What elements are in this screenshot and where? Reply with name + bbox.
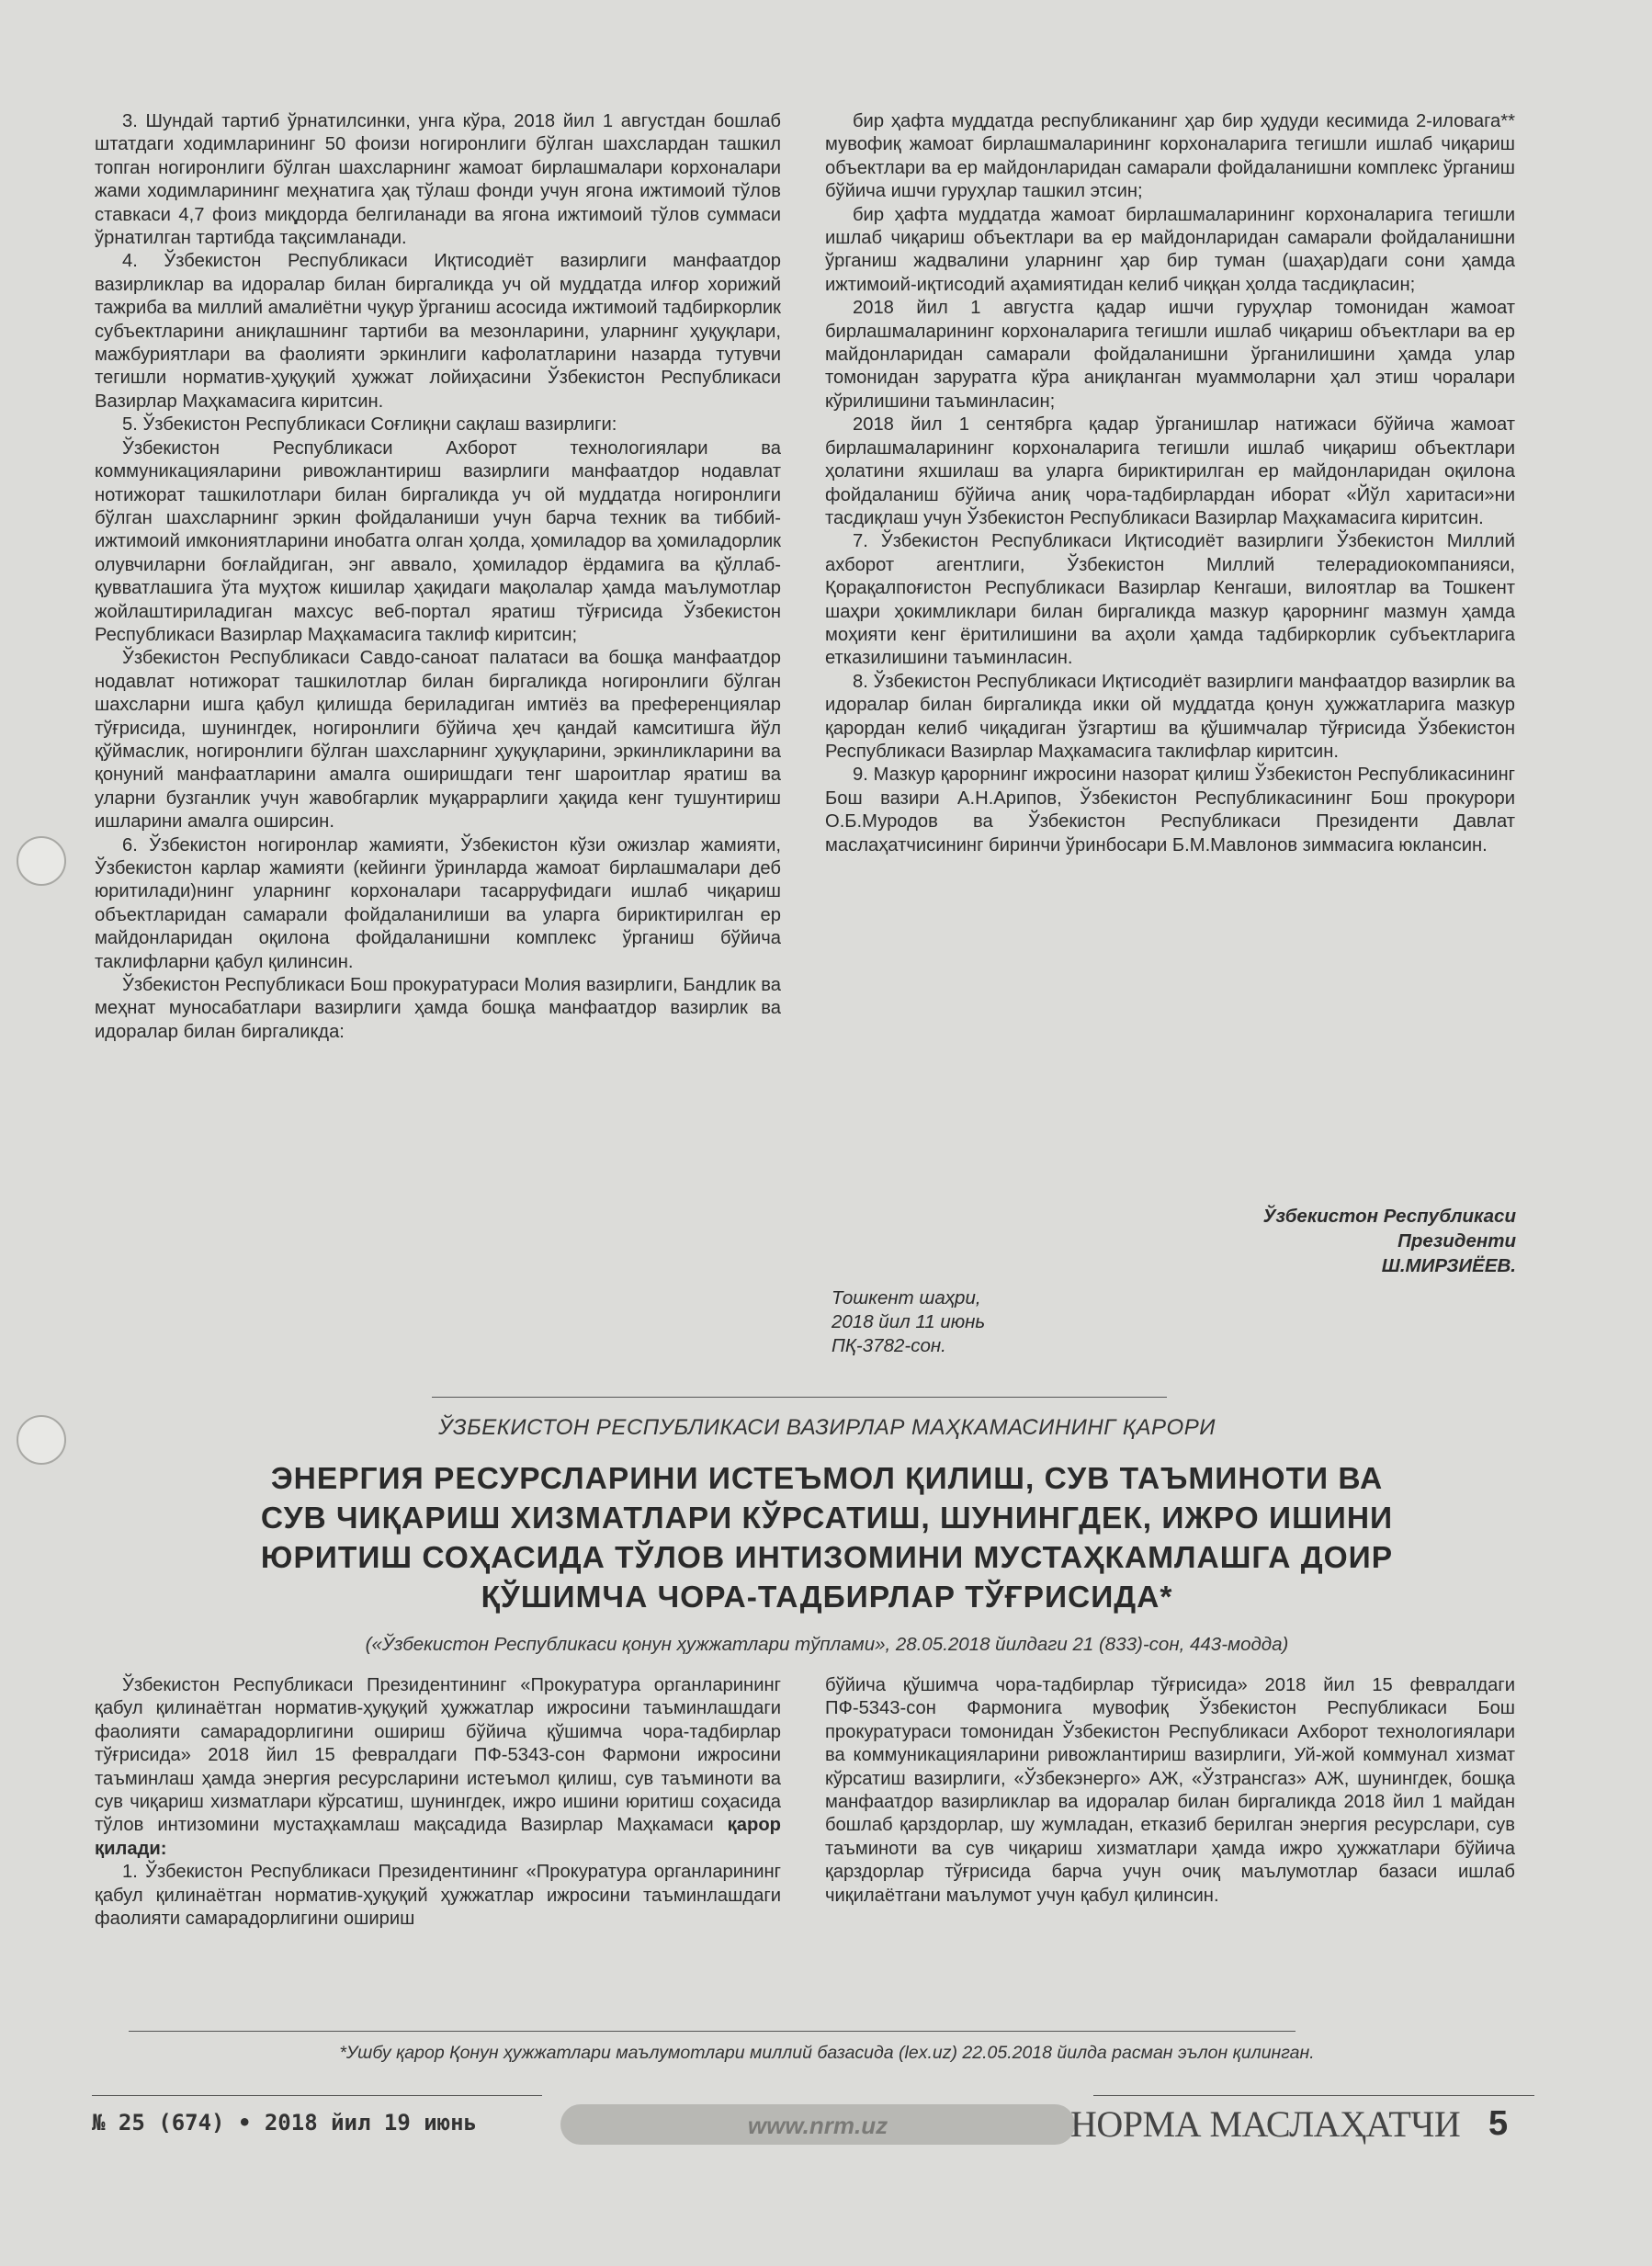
paragraph: 1. Ўзбекистон Республикаси Президентининг «Прокуратура органларининг қабул қилинаётган норматив-ҳуқуқий ҳужжатлар ижросини таъминлашдаги фаолияти самарадорлигини ошириш xyxy=(95,1862,781,1930)
signature-block xyxy=(1139,1204,1516,1278)
resolution-kicker: ЎЗБЕКИСТОН РЕСПУБЛИКАСИ ВАЗИРЛАР МАҲКАМАСИНИНГ ҚАРОРИ xyxy=(438,1415,1216,1440)
paragraph: Ўзбекистон Республикаси Бош прокуратураси Молия вазирлиги, Бандлик ва меҳнат муносабатлари вазирлиги ҳамда бошқа манфаатдор вазирлик ва идоралар билан биргаликда: xyxy=(95,975,781,1042)
paragraph xyxy=(95,1674,781,1861)
paragraph: 4. Ўзбекистон Республикаси Иқтисодиёт вазирлиги манфаатдор вазирликлар ва идоралар билан биргаликда уч ой муддатда илғор хорижий тажриба ва миллий амалиётни чуқур ўрганиш асосида ижтимоий тадбиркорлик субъектларини аниқлашнинг тартиби ва мезонларини, уларнинг ҳуқуқлари, мажбуриятлари ва фаолияти эркинлиги кафолатларини назарда тутувчи тегишли норматив-ҳуқуқий ҳужжат лойиҳасини Ўзбекистон Республикаси Вазирлар Маҳкамасига киритсин. xyxy=(95,251,781,412)
paragraph: Ўзбекистон Республикаси Ахборот технологиялари ва коммуникацияларини ривожлантириш вазирлиги манфаатдор нодавлат нотижорат ташкилотлари билан биргаликда уч ой муддатда ногиронлиги бўлган шахсларнинг эркин фойдаланиши учун барча техник ва тиббий-ижтимоий имкониятларини инобатга олган ҳолда, ҳомиладор ва ҳомиладорлик олувчиларни боғлайдиган, энг аввало, ҳомиладор ёрдамига ва қўллаб-қувватлашига ўта муҳтож кишилар ҳақидаги мақолалар ҳамда маълумотлар жойлаштириладиган махсус веб-портал яратиш тўғрисида Ўзбекистон Республикаси Вазирлар Маҳкамасига таклиф киритсин; xyxy=(95,437,781,645)
paragraph: 6. Ўзбекистон ногиронлар жамияти, Ўзбекистон кўзи ожизлар жамияти, Ўзбекистон карлар жамияти (кейинги ўринларда жамоат бирлашмалари деб юритилади)нинг уларнинг корхоналари тасарруфидаги ишлаб чиқариш объектларидан самарали фойдаланилиши ва уларга бириктирилган ер майдонларидан оқилона фойдаланишни комплекс ўрганиш бўйича таклифларни қабул қилинсин. xyxy=(95,834,781,972)
paragraph: 5. Ўзбекистон Республикаси Соғлиқни сақлаш вазирлиги: xyxy=(122,414,617,436)
intro-text: Ўзбекистон Республикаси Президентининг «Прокуратура органларининг қабул қилинаётган норматив-ҳуқуқий ҳужжатлар ижросини таъминлашдаги фаолияти самарадорлигини ошириш бўйича қўшимча чора-тадбирлар тўғрисида» 2018 йил 15 февралдаги ПФ-5343-сон Фармони ижросини таъминлаш ҳамда энергия ресурсларини истеъмол қилиш, сув таъминоти ва сув чиқариш хизматлари кўрсатиш, шунингдек, ижро ишини юритиш соҳасида тўлов интизомини мустаҳкамлаш мақсадида Вазирлар Маҳкамаси xyxy=(95,1675,781,1836)
page-number: 5 xyxy=(1488,2104,1509,2143)
text-column-top-left xyxy=(95,110,781,1044)
paragraph: бир ҳафта муддатда республиканинг ҳар бир ҳудуди кесимида 2-иловага** мувофиқ жамоат бирлашмаларининг корхоналарига тегишли ишлаб чиқариш объектлари ва ер майдонларидан самарали фойдаланишни комплекс ўрганиш бўйича ишчи гуруҳлар ташкил этсин; xyxy=(825,111,1515,202)
paragraph: 2018 йил 1 августга қадар ишчи гуруҳлар томонидан жамоат бирлашмаларининг корхоналарига тегишли ишлаб чиқариш объектлари ва ер майдонларидан самарали фойдаланишни ўрганилишини ҳамда улар томонидан заруратга кўра аниқланган муаммоларни ҳал этиш чоралари кўрилишини таъминласин; xyxy=(825,298,1515,412)
paragraph: 8. Ўзбекистон Республикаси Иқтисодиёт вазирлиги манфаатдор вазирлик ва идоралар билан биргаликда икки ой муддатда қонун ҳужжатларига мазкур қарордан келиб чиқадиган ўзгартиш ва қўшимчалар тўғрисида Ўзбекистон Республикаси Вазирлар Маҳкамасига таклифлар киритсин. xyxy=(825,671,1515,762)
paragraph: Ўзбекистон Республикаси Савдо-саноат палатаси ва бошқа манфаатдор нодавлат нотижорат ташкилотлар билан биргаликда ногиронлиги бўлган шахсларни ишга қабул қилишда бериладиган имтиёз ва преференциялар тўғрисида, шунингдек, ногиронлиги бўйича ҳеч қандай камситишга йўл қўймаслик, ногиронлиги бўлган шахсларнинг ҳуқуқларини, эркинликларини ва қонуний манфаатларини амалга оширишдаги тенг шароитлар яратиш ва уларни бузганлик учун жавобгарлик муқаррарлиги ҳақида кенг тушунтириш ишларини амалга оширсин. xyxy=(95,648,781,833)
place: Тошкент шаҳри, xyxy=(832,1287,981,1309)
punch-hole-top xyxy=(17,836,66,886)
signature-position: Президенти xyxy=(1397,1230,1516,1252)
footer-rule-left xyxy=(92,2095,542,2096)
publication-name: НОРМА МАСЛАҲАТЧИ xyxy=(1070,2103,1461,2145)
website-link[interactable]: www.nrm.uz xyxy=(747,2112,888,2139)
paragraph: бўйича қўшимча чора-тадбирлар тўғрисида» 2018 йил 15 февралдаги ПФ-5343-сон Фармонига мувофиқ Ўзбекистон Республикаси Бош прокуратураси томонидан Ўзбекистон Республикаси Ахборот технологиялари ва коммуникацияларини ривожлантириш вазирлиги, Уй-жой коммунал хизмат кўрсатиш вазирлиги, «Ўзбекэнерго» АЖ, «Ўзтрансгаз» АЖ, шунингдек, бошқа манфаатдор вазирликлар ва идоралар билан биргаликда 2018 йил 1 майдан бошлаб қарздорлар, шу жумладан, етказиб берилган энергия ресурслари, сув таъминоти ва сув чиқариш хизматлари ҳамда ижро ҳужжатлари бўйича қарздорлар тўғрисида барча учун очиқ маълумотлар базаси ишлаб чиқилаётгани маълумот учун қабул қилинсин. xyxy=(825,1675,1515,1906)
decree-title xyxy=(119,1459,1534,1617)
section-divider xyxy=(432,1397,1167,1398)
paragraph: бир ҳафта муддатда жамоат бирлашмаларининг корхоналарига тегишли ишлаб чиқариш объектлари ва ер майдонларидан самарали фойдаланишни ўрганиш жадвалини уларнинг ҳар бир туман (шаҳар)даги сони ҳамда ижтимоий-иқтисодий аҳамиятидан келиб чиққан ҳолда тасдиқласин; xyxy=(825,204,1515,295)
issue-info: № 25 (674) • 2018 йил 19 июнь xyxy=(92,2110,478,2136)
decree-title-line: ЭНЕРГИЯ РЕСУРСЛАРИНИ ИСТЕЪМОЛ ҚИЛИШ, СУВ ТАЪМИНОТИ ВА xyxy=(270,1462,1384,1496)
page-footer xyxy=(92,2102,1534,2148)
website-bar xyxy=(560,2104,1075,2145)
decree-source: («Ўзбекистон Республикаси қонун ҳужжатлари тўплами», 28.05.2018 йилдаги 21 (833)-сон, 443-модда) xyxy=(365,1634,1289,1655)
signature-title: Ўзбекистон Республикаси xyxy=(1262,1206,1516,1227)
place-date-block xyxy=(832,1286,1199,1358)
text-column-bottom-right xyxy=(825,1674,1515,1908)
paragraph: 9. Мазкур қарорнинг ижросини назорат қилиш Ўзбекистон Республикасининг Бош вазири А.Н.Арипов, Ўзбекистон Республикасининг Бош прокурори О.Б.Муродов ва Ўзбекистон Республикаси Президенти Давлат маслаҳатчисининг биринчи ўринбосари Б.М.Мавлонов зиммасига юклансин. xyxy=(825,765,1515,855)
decree-title-line: СУВ ЧИҚАРИШ ХИЗМАТЛАРИ КЎРСАТИШ, ШУНИНГДЕК, ИЖРО ИШИНИ xyxy=(260,1501,1394,1535)
text-column-bottom-left xyxy=(95,1674,781,1931)
signature-name: Ш.МИРЗИЁЕВ. xyxy=(1381,1255,1516,1276)
text-column-top-right xyxy=(825,110,1515,857)
footer-rule-right xyxy=(1093,2095,1534,2096)
date: 2018 йил 11 июнь xyxy=(832,1311,986,1332)
punch-hole-bottom xyxy=(17,1415,66,1465)
paragraph: 3. Шундай тартиб ўрнатилсинки, унга кўра, 2018 йил 1 августдан бошлаб штатдаги ходимларининг 50 фоизи ногиронлиги бўлган шахслардан ташкил топган ногиронлиги бўлган шахсларнинг жамоат бирлашмалари корхоналари жами ходимларининг меҳнатига ҳақ тўлаш фонди учун ягона ижтимоий тўлов ставкаси 4,7 фоиз миқдорда белгиланади ва ягона ижтимоий тўлов суммаси ўрнатилган тартибда тақсимланади. xyxy=(95,111,781,249)
intro-bold: қарор қилади: xyxy=(95,1815,781,1859)
footnote: *Ушбу қарор Қонун ҳужжатлари маълумотлари миллий базасида (lex.uz) 22.05.2018 йилда расман эълон қилинган. xyxy=(339,2043,1315,2063)
paragraph: 7. Ўзбекистон Республикаси Иқтисодиёт вазирлиги Ўзбекистон Миллий ахборот агентлиги, Ўзбекистон Миллий телерадиокомпанияси, Қорақалпоғистон Республикаси Вазирлар Кенгаши, вилоятлар ва Тошкент шаҳри ҳокимликлари билан биргаликда мазкур қарорнинг мазмун ҳамда моҳияти кенг ёритилишини ва аҳоли ҳамда тадбиркорлик субъектларига етказилишини таъминласин. xyxy=(825,531,1515,669)
paragraph: 2018 йил 1 сентябрга қадар ўрганишлар натижаси бўйича жамоат бирлашмаларининг корхоналарига тегишли ишлаб чиқариш объектлари ҳолатини яхшилаш ва уларга бириктирилган ер майдонларидан оқилона фойдаланиш бўйича аниқ чора-тадбирлардан иборат «Йўл харитаси»ни тасдиқлаш учун Ўзбекистон Республикаси Вазирлар Маҳкамасига киритсин. xyxy=(825,414,1515,528)
footnote-divider xyxy=(129,2031,1296,2032)
decree-title-line: ЮРИТИШ СОҲАСИДА ТЎЛОВ ИНТИЗОМИНИ МУСТАҲКАМЛАШГА ДОИР xyxy=(260,1541,1394,1575)
decree-title-line: ҚЎШИМЧА ЧОРА-ТАДБИРЛАР ТЎҒРИСИДА* xyxy=(481,1581,1173,1615)
document-number: ПҚ-3782-сон. xyxy=(832,1335,946,1356)
